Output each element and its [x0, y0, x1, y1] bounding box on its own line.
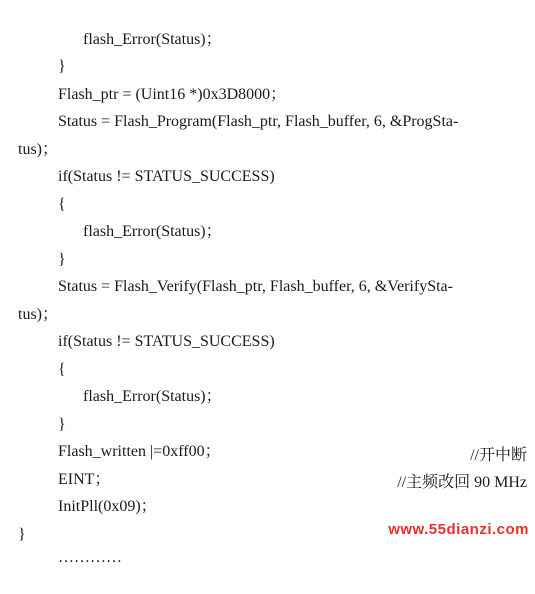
code-comment: //开中断: [470, 447, 527, 464]
code-line: [0, 361, 535, 405]
code-text: Flash_ptr = (Uint16 *)0x3D8000；: [58, 86, 287, 103]
code-line: [0, 471, 535, 515]
code-text: …………: [58, 549, 122, 566]
code-comment: //主频改回 90 MHz: [397, 474, 527, 491]
code-line: [0, 224, 535, 268]
code-line: [0, 251, 535, 295]
code-text: if(Status != STATUS_SUCCESS): [58, 168, 275, 185]
code-line: [0, 31, 535, 75]
code-text: {: [58, 361, 66, 378]
code-text: }: [58, 58, 66, 75]
code-text: {: [58, 196, 66, 213]
code-line: [0, 196, 535, 240]
code-text: Status = Flash_Verify(Flash_ptr, Flash_buffer, 6, &VerifySta-: [58, 278, 453, 295]
code-text: InitPll(0x09)；: [58, 498, 157, 515]
code-text: EINT；: [58, 471, 111, 488]
code-text: if(Status != STATUS_SUCCESS): [58, 333, 275, 350]
code-line: [0, 389, 535, 433]
code-text: flash_Error(Status)；: [83, 388, 222, 405]
code-text: Status = Flash_Program(Flash_ptr, Flash_buffer, 6, &ProgSta-: [58, 113, 459, 130]
code-line: [0, 169, 535, 213]
code-line: [0, 4, 535, 48]
code-text: Flash_written |=0xff00；: [58, 443, 221, 460]
code-line: [0, 279, 535, 323]
site-watermark: www.55dianzi.com: [388, 521, 529, 538]
code-line: [0, 334, 535, 378]
code-line: [0, 86, 535, 130]
code-line: [0, 141, 535, 185]
code-text: }: [58, 416, 66, 433]
code-line: [0, 306, 535, 350]
code-text: flash_Error(Status)；: [83, 223, 222, 240]
code-text: flash_Error(Status)；: [83, 31, 222, 48]
code-line: [0, 59, 535, 103]
code-text: }: [58, 251, 66, 268]
code-text: tus)；: [18, 141, 59, 158]
code-text: tus)；: [18, 306, 59, 323]
code-text: }: [18, 526, 26, 543]
code-line: [0, 114, 535, 158]
